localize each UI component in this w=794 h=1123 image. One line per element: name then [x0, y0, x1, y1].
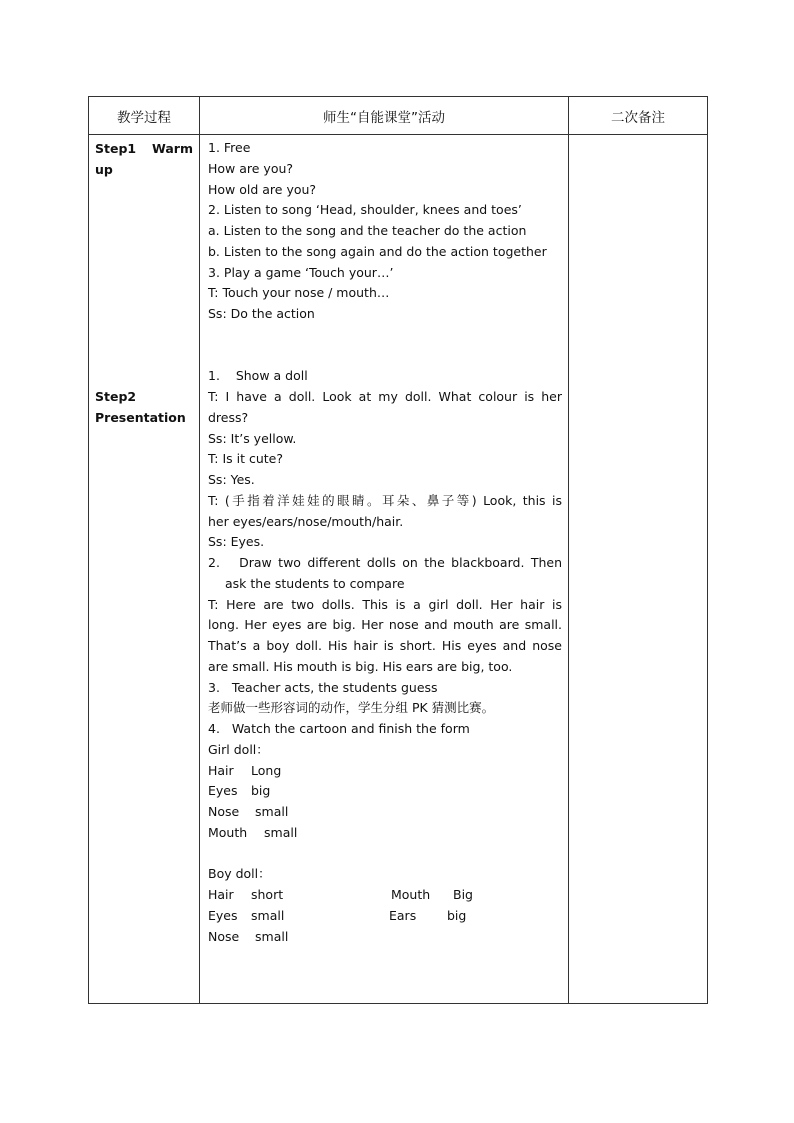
warmup-line: 1. Free	[208, 140, 251, 155]
presentation-line: Ss: Yes.	[208, 472, 255, 487]
boy-key: Hair	[208, 887, 234, 902]
warmup-line: How old are you?	[208, 181, 317, 197]
boy-doll-title: Boy doll：	[208, 866, 271, 882]
warmup-line: How are you?	[208, 160, 294, 176]
presentation-line: 3. Teacher acts, the students guess	[208, 679, 438, 695]
boy-key: Nose	[208, 928, 240, 944]
presentation-line: T: (手指着洋娃娃的眼睛。耳朵、鼻子等) Look, this is	[208, 492, 562, 508]
warmup-line: a. Listen to the song and the teacher do the action	[208, 223, 527, 238]
presentation-line: 1. Show a doll	[208, 368, 308, 384]
presentation-line: 老师做一些形容词的动作，学生分组 PK 猜测比赛。	[208, 700, 495, 716]
girl-doll-row	[208, 781, 562, 802]
presentation-line: T: Here are two dolls. This is a girl doll. Her hair is	[208, 596, 562, 612]
step2-title: Presentation	[95, 410, 186, 425]
step1-title-b: up	[95, 162, 113, 177]
girl-value: small	[264, 824, 298, 840]
presentation-line: long. Her eyes are big. Her nose and mouth are small.	[208, 617, 562, 633]
presentation-line: Ss: Eyes.	[208, 534, 265, 550]
boy-key: Eyes	[208, 907, 238, 923]
boy-doll-row	[208, 885, 562, 906]
girl-value: Long	[251, 762, 282, 778]
lesson-plan-table	[88, 96, 708, 1004]
body-row	[89, 135, 708, 1004]
boy-value-2: Big	[453, 887, 473, 902]
presentation-line: ask the students to compare	[225, 575, 405, 591]
step2-number: Step2	[95, 389, 137, 404]
girl-key: Eyes	[208, 783, 238, 799]
warmup-line: 2. Listen to song ‘Head, shoulder, knees and toes’	[208, 202, 522, 218]
girl-key: Mouth	[208, 824, 248, 840]
presentation-line: dress?	[208, 409, 249, 425]
step1-label	[95, 138, 193, 180]
girl-value: big	[251, 783, 271, 799]
header-notes: 二次备注	[569, 97, 708, 135]
boy-value: short	[251, 887, 284, 902]
girl-doll-row	[208, 823, 562, 844]
presentation-line: her eyes/ears/nose/mouth/hair.	[208, 513, 404, 529]
warmup-line: Ss: Do the action	[208, 306, 315, 321]
header-row	[89, 97, 708, 135]
presentation-line: T: I have a doll. Look at my doll. What colour is her	[208, 389, 562, 404]
girl-key: Nose	[208, 804, 240, 819]
notes-cell[interactable]	[569, 135, 708, 1004]
boy-key-2: Mouth	[391, 887, 431, 902]
header-activities: 师生“自能课堂”活动	[200, 97, 569, 135]
presentation-line: are small. His mouth is big. His ears are big, too.	[208, 658, 513, 674]
header-teaching-process: 教学过程	[89, 97, 200, 135]
presentation-line: 2. Draw two different dolls on the blackboard. Then	[208, 555, 562, 570]
boy-value: small	[255, 928, 289, 944]
girl-doll-row	[208, 802, 562, 823]
girl-doll-row	[208, 761, 562, 782]
boy-doll-row	[208, 906, 562, 927]
girl-key: Hair	[208, 762, 234, 778]
step2-label	[95, 386, 193, 428]
steps-cell	[89, 135, 200, 1004]
girl-doll-title: Girl doll：	[208, 741, 269, 757]
girl-value: small	[255, 804, 289, 819]
presentation-line: 4. Watch the cartoon and finish the form	[208, 721, 470, 736]
boy-value: small	[251, 907, 285, 923]
boy-key-2: Ears	[389, 907, 417, 923]
warmup-line: b. Listen to the song again and do the action together	[208, 243, 547, 259]
warmup-line: 3. Play a game ‘Touch your…’	[208, 264, 394, 280]
step1-title-a: Warm	[152, 141, 193, 156]
boy-value-2: big	[447, 907, 467, 923]
step1-number: Step1	[95, 141, 137, 156]
presentation-line: That’s a boy doll. His hair is short. His eyes and nose	[208, 638, 562, 653]
presentation-line: Ss: It’s yellow.	[208, 430, 297, 446]
activities-cell	[200, 135, 569, 1004]
presentation-line: T: Is it cute?	[208, 451, 283, 467]
boy-doll-row	[208, 927, 562, 948]
warmup-line: T: Touch your nose / mouth…	[208, 285, 390, 301]
